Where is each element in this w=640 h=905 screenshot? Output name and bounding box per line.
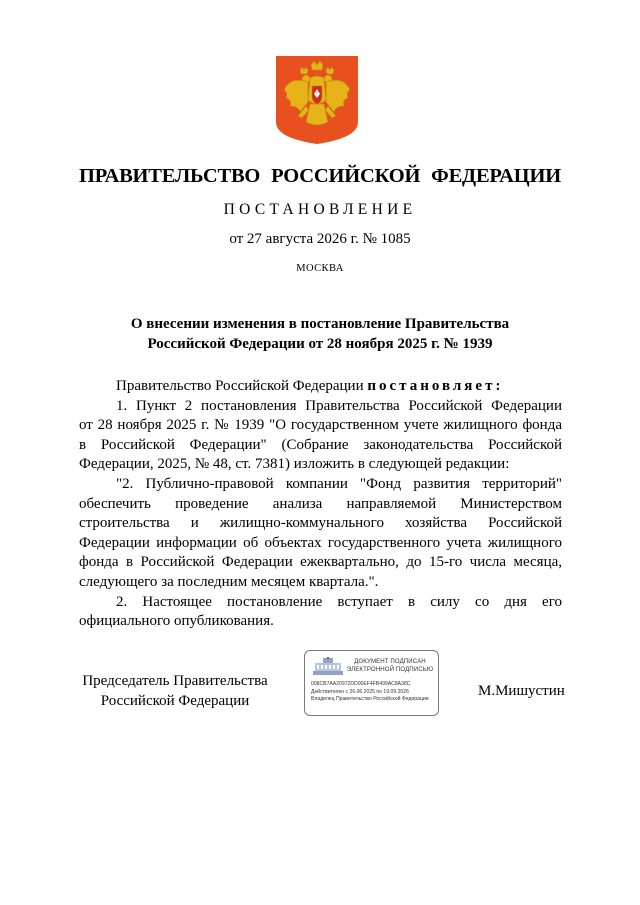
decree-verb: постановляет: bbox=[367, 378, 504, 394]
quote-line-1: "2. Публично-правовой компании "Фонд развития территорий" bbox=[116, 475, 562, 492]
paragraph-1-line-2: от 28 ноября 2025 г. № 1939 "О государственном учете жилищного фонда bbox=[79, 417, 562, 434]
paragraph-2-line-1: 2. Настоящее постановление вступает в силу со дня его bbox=[116, 593, 562, 610]
quote-line-2: обеспечить проведение анализа направляемой Министерством bbox=[79, 495, 562, 512]
document-date-number: от 27 августа 2026 г. № 1085 bbox=[229, 231, 411, 247]
quote-line-6: следующего за последним месяцем квартала.". bbox=[79, 573, 379, 590]
coat-of-arms-emblem bbox=[276, 56, 358, 144]
document-body bbox=[79, 377, 562, 632]
document-heading bbox=[0, 314, 640, 354]
quote-line-3: строительства и жилищно-коммунального хозяйства Российской bbox=[79, 515, 562, 532]
document-city: МОСКВА bbox=[296, 263, 344, 274]
signatory-name: М.Мишустин bbox=[478, 683, 565, 699]
signatory-position bbox=[66, 672, 284, 711]
heading-line-1: О внесении изменения в постановление Правительства bbox=[130, 316, 510, 332]
signatory-position-line-2: Российской Федерации bbox=[100, 692, 250, 709]
quote-line-5: фонда в Российской Федерации ежеквартально, до 15-го числа месяца, bbox=[79, 554, 562, 571]
decree-intro-text: Правительство Российской Федерации bbox=[116, 378, 364, 394]
paragraph-1-line-4: Федерации, 2025, № 48, ст. 7381) изложить в следующей редакции: bbox=[79, 456, 510, 473]
heading-line-2: Российской Федерации от 28 ноября 2025 г. № 1939 bbox=[147, 336, 493, 352]
paragraph-2-line-2: официального опубликования. bbox=[79, 613, 274, 630]
government-building-icon bbox=[311, 657, 345, 677]
stamp-certificate: 008CB7AA20972DD00EF4FB499AC8A38C bbox=[311, 681, 411, 687]
quote-line-4: Федерации информации об объектах государственного учета жилищного bbox=[79, 534, 562, 551]
paragraph-1-line-3: в Российской Федерации" (Собрание законодательства Российской bbox=[79, 436, 562, 453]
government-title: ПРАВИТЕЛЬСТВО РОССИЙСКОЙ ФЕДЕРАЦИИ bbox=[79, 165, 561, 187]
electronic-signature-stamp bbox=[304, 650, 439, 716]
decree-intro bbox=[79, 377, 562, 397]
stamp-title bbox=[345, 658, 435, 673]
paragraph-1-line-1: 1. Пункт 2 постановления Правительства Российской Федерации bbox=[116, 397, 562, 414]
document-type: ПОСТАНОВЛЕНИЕ bbox=[223, 201, 417, 218]
signatory-position-line-1: Председатель Правительства bbox=[82, 673, 268, 689]
stamp-title-line-2: ЭЛЕКТРОННОЙ ПОДПИСЬЮ bbox=[346, 665, 434, 673]
stamp-validity: Действителен с 26.06.2025 по 19.09.2026 bbox=[311, 689, 409, 695]
stamp-owner: Владелец Правительство Российской Федерации bbox=[311, 696, 429, 702]
stamp-title-line-1: ДОКУМЕНТ ПОДПИСАН bbox=[354, 658, 426, 665]
